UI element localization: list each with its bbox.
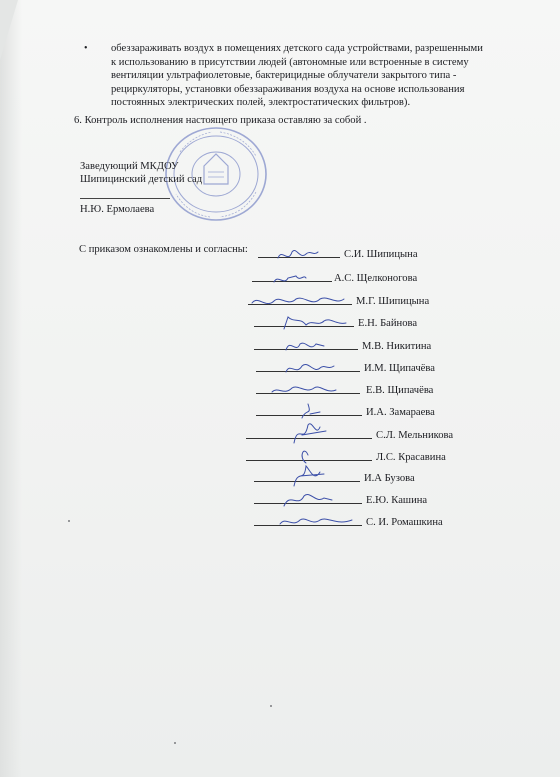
- signature-row: [254, 468, 474, 484]
- signatory-name: А.С. Щелконогова: [334, 273, 418, 284]
- signatory-name: Л.С. Красавина: [376, 452, 446, 463]
- handwritten-signature-icon: [252, 268, 332, 284]
- head-signature-line: [80, 198, 170, 199]
- handwritten-signature-icon: [256, 380, 360, 396]
- head-title-line: Шипицинский детский сад: [80, 174, 203, 185]
- head-name: Н.Ю. Ермолаева: [80, 204, 155, 215]
- scan-speck: [270, 705, 272, 707]
- bullet-dot-icon: •: [84, 43, 88, 54]
- signature-row: [256, 358, 474, 374]
- signatory-name: М.В. Никитина: [362, 341, 432, 352]
- bullet-line: вентиляции ультрафиолетовые, бактерицидные облучатели закрытого типа -: [111, 70, 457, 82]
- handwritten-signature-icon: [246, 425, 372, 441]
- handwritten-signature-icon: [254, 336, 358, 352]
- head-title-line: Заведующий МКДОУ: [80, 161, 179, 172]
- handwritten-signature-icon: [254, 490, 362, 506]
- signature-row: [254, 512, 476, 528]
- signature-row: [252, 268, 444, 284]
- handwritten-signature-icon: [258, 244, 340, 260]
- head-title: [80, 160, 202, 186]
- handwritten-signature-icon: [254, 313, 354, 329]
- item-6-control: 6. Контроль исполнения настоящего приказа оставляю за собой .: [74, 115, 367, 126]
- signature-row: [246, 425, 486, 441]
- handwritten-signature-icon: [246, 447, 372, 463]
- signature-row: [246, 447, 486, 463]
- bullet-line: обеззараживать воздух в помещениях детского сада устройствами, разрешенными: [111, 43, 483, 54]
- signatory-name: Е.Ю. Кашина: [366, 495, 428, 506]
- acknowledgement-label: С приказом ознакомлены и согласны:: [79, 244, 248, 255]
- signatory-name: И.А. Замараева: [366, 407, 435, 418]
- signatory-name: С.И. Шипицына: [344, 249, 418, 260]
- signatory-name: С.Л. Мельникова: [376, 430, 454, 441]
- handwritten-signature-icon: [256, 402, 362, 418]
- handwritten-signature-icon: [248, 291, 352, 307]
- signature-row: [254, 336, 472, 352]
- signature-row: [248, 291, 466, 307]
- bullet-line: постоянных электрических полей, электростатических фильтров).: [111, 97, 411, 109]
- signature-row: [256, 380, 476, 396]
- signatory-name: И.М. Щипачёва: [364, 363, 435, 374]
- signature-row: [256, 402, 476, 418]
- scan-speck: [174, 742, 176, 744]
- signature-row: [258, 244, 454, 260]
- handwritten-signature-icon: [254, 512, 362, 528]
- handwritten-signature-icon: [256, 358, 360, 374]
- bullet-item: [84, 42, 516, 110]
- signatory-name: Е.Н. Байнова: [358, 318, 418, 329]
- bullet-line: к использованию в присутствии людей (автономные или встроенные в систему: [111, 56, 469, 68]
- signatory-name: Е.В. Щипачёва: [366, 385, 434, 396]
- signature-row: [254, 313, 468, 329]
- signatory-name: И.А Бузова: [364, 473, 415, 484]
- signature-row: [254, 490, 476, 506]
- page-edge-shadow: [0, 0, 22, 777]
- bullet-line: рециркуляторы, установки обеззараживания воздуха на основе использования: [111, 83, 465, 95]
- handwritten-signature-icon: [254, 468, 360, 484]
- scan-speck: [68, 520, 70, 522]
- page-fold: [0, 0, 18, 60]
- signatory-name: С. И. Ромашкина: [366, 517, 443, 528]
- signatory-name: М.Г. Шипицына: [356, 296, 430, 307]
